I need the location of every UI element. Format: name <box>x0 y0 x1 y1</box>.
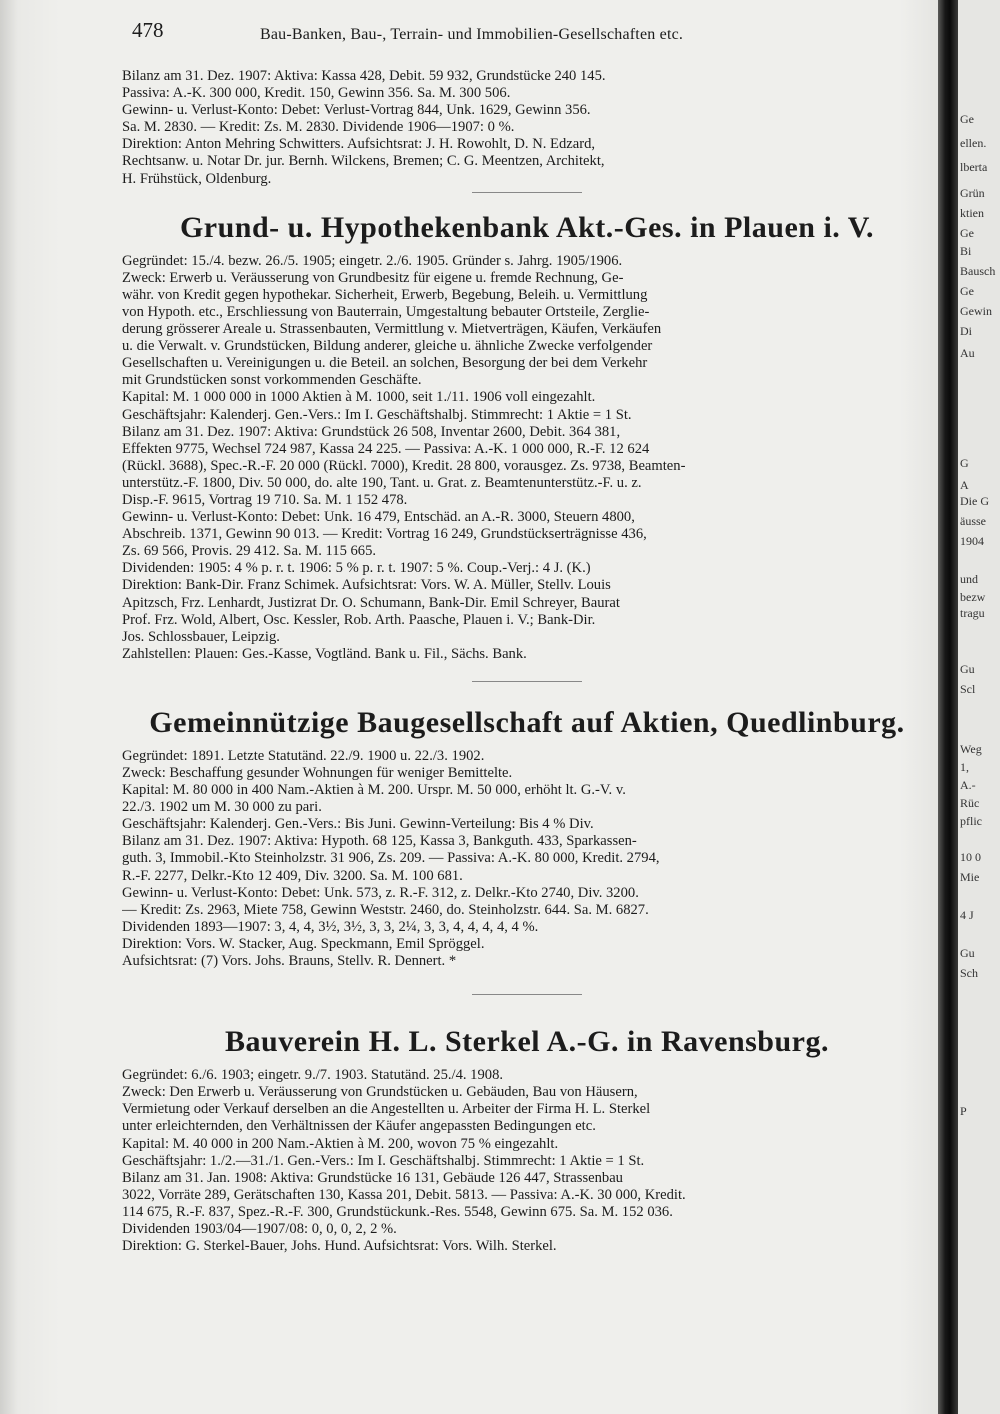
text-line: Vermietung oder Verkauf derselben an die Angestellten u. Arbeiter der Firma H. L. Sterkel <box>122 1101 651 1118</box>
text-line: mit Grundstücken sonst vorkommenden Geschäfte. <box>122 372 422 389</box>
fragment: Gu <box>960 662 975 676</box>
text-line: Gewinn- u. Verlust-Konto: Debet: Unk. 573, z. R.-F. 312, z. Delkr.-Kto 2740, Div. 3200. <box>122 884 639 901</box>
fragment: Gu <box>960 946 975 960</box>
fragment: A <box>960 478 969 492</box>
text-line: Gewinn- u. Verlust-Konto: Debet: Verlust-Vortrag 844, Unk. 1629, Gewinn 356. <box>122 102 591 119</box>
text-line: Bilanz am 31. Dez. 1907: Aktiva: Hypoth. 68 125, Kassa 3, Bankguth. 433, Sparkassen- <box>122 833 637 850</box>
fragment: lberta <box>960 160 988 174</box>
text-line: Kapital: M. 40 000 in 200 Nam.-Aktien à M. 200, wovon 75 % eingezahlt. <box>122 1135 559 1152</box>
text-line: 114 675, R.-F. 837, Spez.-R.-F. 300, Grundstückunk.-Res. 5548, Gewinn 675. Sa. M. 152 036. <box>122 1203 673 1220</box>
page-content <box>122 68 932 1255</box>
fragment: ktien <box>960 206 984 220</box>
fragment: Rüc <box>960 796 980 810</box>
text-line: Dividenden 1893—1907: 3, 4, 4, 3½, 3½, 3, 3, 2¼, 3, 3, 4, 4, 4, 4, 4 %. <box>122 918 539 935</box>
separator-rule <box>472 681 582 682</box>
fragment: 1, <box>960 760 969 774</box>
fragment: Bi <box>960 244 972 258</box>
text-line: Zweck: Den Erwerb u. Veräusserung von Grundstücken u. Gebäuden, Bau von Häusern, <box>122 1084 638 1101</box>
separator-rule <box>472 994 582 995</box>
fragment: Ge <box>960 226 974 240</box>
text-line: — Kredit: Zs. 2963, Miete 758, Gewinn Weststr. 2460, do. Steinholzstr. 644. Sa. M. 6827. <box>122 901 649 918</box>
text-line: unterstütz.-F. 1800, Div. 50 000, do. alte 190, Tant. u. Grat. z. Beamtenunterstütz.-F. u. z. <box>122 474 642 491</box>
text-line: 3022, Vorräte 289, Gerätschaften 130, Kassa 201, Debit. 5813. — Passiva: A.-K. 30 000, Kredit. <box>122 1186 686 1203</box>
text-line: (Rückl. 3688), Spec.-R.-F. 20 000 (Rückl. 7000), Kredit. 28 800, vorausgez. Zs. 9738, Beamten- <box>122 457 686 474</box>
page-number: 478 <box>132 18 164 42</box>
text-line: unter erleichternden, den Verhältnissen der Käufer angepassten Bedingungen etc. <box>122 1118 596 1135</box>
text-line: Direktion: Anton Mehring Schwitters. Aufsichtsrat: J. H. Rowohlt, D. N. Edzard, <box>122 136 596 153</box>
text-line: Effekten 9775, Wechsel 724 987, Kassa 24 225. — Passiva: A.-K. 1 000 000, R.-F. 12 624 <box>122 440 650 457</box>
prev-entry <box>122 68 932 188</box>
text-line: Direktion: G. Sterkel-Bauer, Johs. Hund. Aufsichtsrat: Vors. Wilh. Sterkel. <box>122 1238 557 1255</box>
company-entry <box>122 706 932 970</box>
next-page-edge <box>958 0 1000 1414</box>
text-line: Prof. Frz. Wold, Albert, Osc. Kessler, Rob. Arth. Paasche, Plauen i. V.; Bank-Dir. <box>122 611 596 628</box>
company-title: Bauverein H. L. Sterkel A.-G. in Ravensburg. <box>225 1025 829 1059</box>
text-line: Gegründet: 15./4. bezw. 26./5. 1905; eingetr. 2./6. 1905. Gründer s. Jahrg. 1905/1906. <box>122 252 623 269</box>
page-header <box>132 14 932 48</box>
fragment: tragu <box>960 606 985 620</box>
text-line: Direktion: Vors. W. Stacker, Aug. Speckmann, Emil Spröggel. <box>122 935 485 952</box>
text-line: Bilanz am 31. Dez. 1907: Aktiva: Kassa 428, Debit. 59 932, Grundstücke 240 145. <box>122 68 606 84</box>
text-line: Zweck: Erwerb u. Veräusserung von Grundbesitz für eigene u. fremde Rechnung, Ge- <box>122 269 624 286</box>
text-line: Gewinn- u. Verlust-Konto: Debet: Unk. 16 479, Entschäd. an A.-R. 3000, Steuern 4800, <box>122 509 635 526</box>
text-line: 22./3. 1902 um M. 30 000 zu pari. <box>122 799 322 816</box>
separator-rule <box>472 192 582 193</box>
text-line: von Hypoth. etc., Erschliessung von Bauterrain, Umgestaltung bebauter Ortsteile, Zerglie- <box>122 303 650 320</box>
text-line: Bilanz am 31. Dez. 1907: Aktiva: Grundstück 26 508, Inventar 2600, Debit. 364 381, <box>122 423 621 440</box>
text-line: H. Frühstück, Oldenburg. <box>122 170 272 187</box>
text-line: Zahlstellen: Plauen: Ges.-Kasse, Vogtländ. Bank u. Fil., Sächs. Bank. <box>122 645 527 662</box>
text-line: währ. von Kredit gegen hypothekar. Sicherheit, Erwerb, Begebung, Beleih. u. Vermittlung <box>122 286 648 303</box>
company-title: Gemeinnützige Baugesellschaft auf Aktien, Quedlinburg. <box>149 705 905 739</box>
fragment: Grün <box>960 186 985 200</box>
text-line: u. die Verwalt. v. Grundstücken, Bildung anderer, gleiche u. ähnliche Zwecke verfolgender <box>122 338 653 355</box>
fragment: Ge <box>960 112 974 126</box>
text-line: Dividenden: 1905: 4 % p. r. t. 1906: 5 % p. r. t. 1907: 5 %. Coup.-Verj.: 4 J. (K.) <box>122 560 591 577</box>
text-line: Geschäftsjahr: Kalenderj. Gen.-Vers.: Bis Juni. Gewinn-Verteilung: Bis 4 % Div. <box>122 816 594 833</box>
text-line: Apitzsch, Frz. Lenhardt, Justizrat Dr. O. Schumann, Bank-Dir. Emil Schreyer, Baurat <box>122 594 620 611</box>
text-line: Gegründet: 6./6. 1903; eingetr. 9./7. 1903. Statutänd. 25./4. 1908. <box>122 1067 504 1084</box>
fragment: Scl <box>960 682 976 696</box>
text-line: Zweck: Beschaffung gesunder Wohnungen für weniger Bemittelte. <box>122 765 513 781</box>
fragment: Au <box>960 346 975 360</box>
company-entry <box>122 211 932 663</box>
fragment: bezw <box>960 590 986 604</box>
fragment: Sch <box>960 966 978 980</box>
text-line: Kapital: M. 80 000 in 400 Nam.-Aktien à M. 200. Urspr. M. 50 000, erhöht lt. G.-V. v. <box>122 782 626 799</box>
running-head: Bau-Banken, Bau-, Terrain- und Immobilien-Gesellschaften etc. <box>260 26 684 43</box>
text-line: Kapital: M. 1 000 000 in 1000 Aktien à M. 1000, seit 1./11. 1906 voll eingezahlt. <box>122 389 596 406</box>
text-line: Aufsichtsrat: (7) Vors. Johs. Brauns, Stellv. R. Dennert. * <box>122 953 457 970</box>
company-title: Grund- u. Hypothekenbank Akt.-Ges. in Plauen i. V. <box>179 210 875 244</box>
text-line: Gegründet: 1891. Letzte Statutänd. 22./9. 1900 u. 22./3. 1902. <box>122 747 485 764</box>
fragment: Mie <box>960 870 980 884</box>
fragment: äusse <box>960 514 986 528</box>
fragment: Die G <box>960 494 989 508</box>
text-line: derung grösserer Areale u. Strassenbauten, Vermittlung v. Mietverträgen, Käufen, Verkäufen <box>122 321 662 338</box>
fragment: 1904 <box>960 534 984 548</box>
text-line: Abschreib. 1371, Gewinn 90 013. — Kredit: Vortrag 16 249, Grundstückserträgnisse 436, <box>122 526 647 543</box>
text-line: Sa. M. 2830. — Kredit: Zs. M. 2830. Dividende 1906—1907: 0 %. <box>122 119 515 136</box>
fragment: 4 J <box>960 908 974 922</box>
text-line: Direktion: Bank-Dir. Franz Schimek. Aufsichtsrat: Vors. W. A. Müller, Stellv. Louis <box>122 577 611 594</box>
fragment: pflic <box>960 814 982 828</box>
text-line: R.-F. 2277, Delkr.-Kto 12 409, Div. 3200. Sa. M. 100 681. <box>122 867 463 884</box>
fragment: Bausch <box>960 264 996 278</box>
text-line: Dividenden 1903/04—1907/08: 0, 0, 0, 2, 2 %. <box>122 1220 397 1237</box>
fragment: Di <box>960 324 972 338</box>
text-line: Zs. 69 566, Provis. 29 412. Sa. M. 115 665. <box>122 543 377 560</box>
fragment: Ge <box>960 284 974 298</box>
fragment: A.- <box>960 778 976 792</box>
text-line: Gesellschaften u. Vereinigungen u. die Beteil. an solchen, Besorgung der bei dem Verkehr <box>122 355 648 372</box>
text-line: Passiva: A.-K. 300 000, Kredit. 150, Gewinn 356. Sa. M. 300 506. <box>122 85 511 102</box>
fragment: 10 0 <box>960 850 981 864</box>
text-line: Rechtsanw. u. Notar Dr. jur. Bernh. Wilckens, Bremen; C. G. Meentzen, Architekt, <box>122 153 605 170</box>
text-line: Jos. Schlossbauer, Leipzig. <box>122 628 280 645</box>
company-entry <box>122 1025 932 1255</box>
text-line: Geschäftsjahr: 1./2.—31./1. Gen.-Vers.: Im I. Geschäftshalbj. Stimmrecht: 1 Aktie = 1 St. <box>122 1152 645 1169</box>
fragment: Gewin <box>960 304 992 318</box>
fragment: und <box>960 572 978 586</box>
fragment: ellen. <box>960 136 987 150</box>
fragment: Weg <box>960 742 982 756</box>
text-line: Geschäftsjahr: Kalenderj. Gen.-Vers.: Im I. Geschäftshalbj. Stimmrecht: 1 Aktie = 1 St. <box>122 406 632 423</box>
fragment: P <box>960 1104 967 1118</box>
fragment: G <box>960 456 969 470</box>
text-line: Bilanz am 31. Jan. 1908: Aktiva: Grundstücke 16 131, Gebäude 126 447, Strassenbau <box>122 1169 623 1186</box>
text-line: guth. 3, Immobil.-Kto Steinholzstr. 31 906, Zs. 209. — Passiva: A.-K. 80 000, Kredit. 2794, <box>122 850 660 867</box>
book-gutter <box>938 0 958 1414</box>
text-line: Disp.-F. 9615, Vortrag 19 710. Sa. M. 1 152 478. <box>122 491 408 508</box>
